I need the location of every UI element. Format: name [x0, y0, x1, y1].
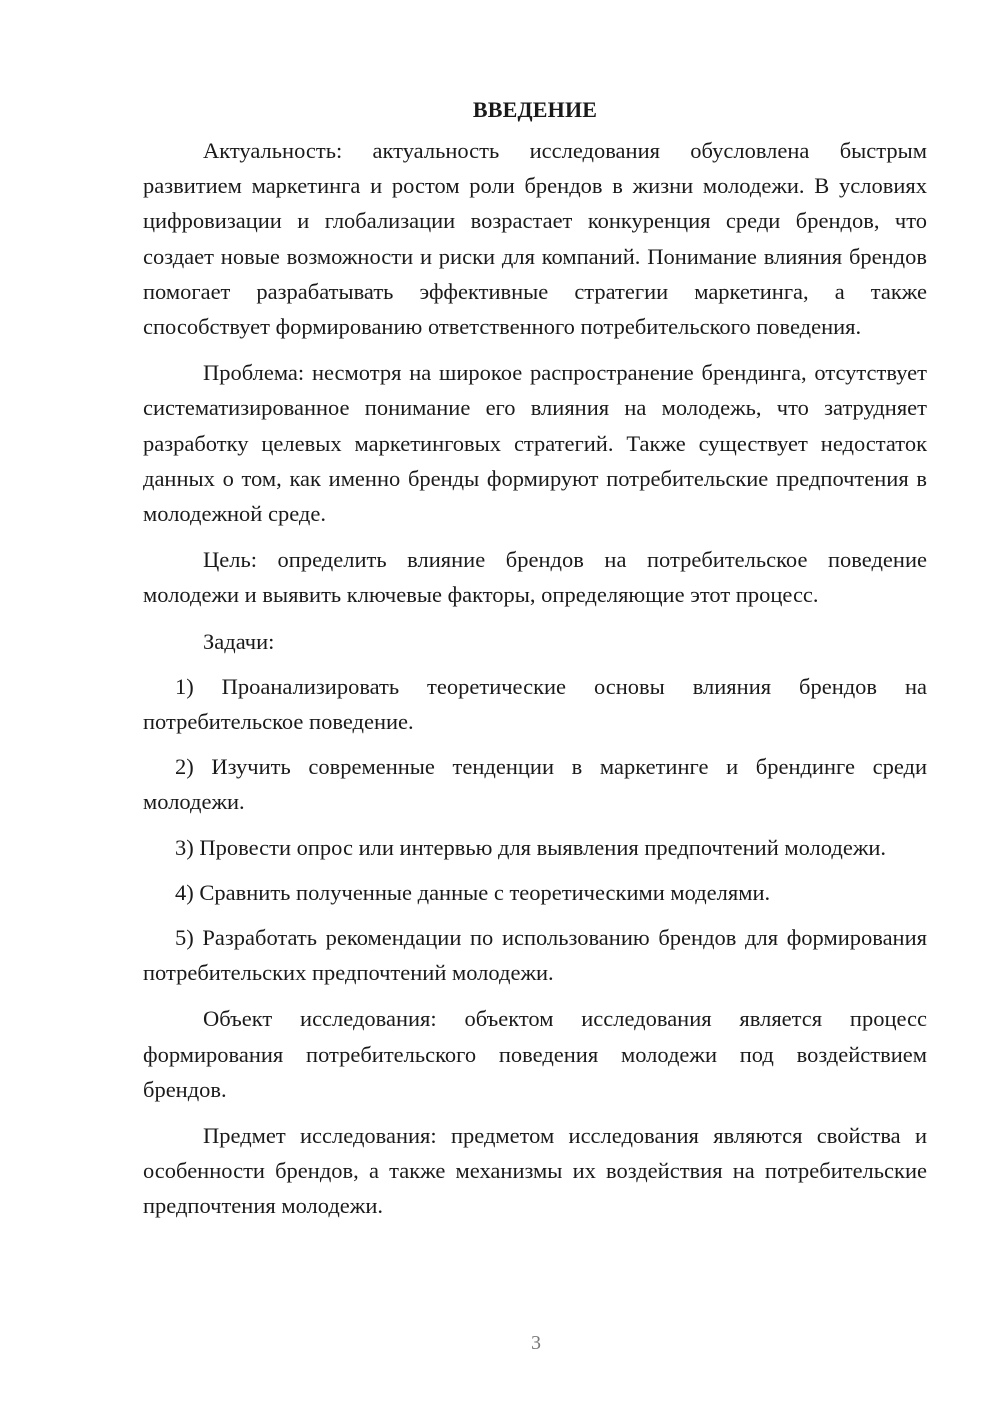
paragraph-problem: Проблема: несмотря на широкое распространение брендинга, отсутствует систематизированное понимание его влияния на молодежь, что затрудняет разработку целевых маркетинговых стратегий. Также существует недостаток данных о том, как именно бренды формируют потребительские предпочтения в молодежной среде.	[143, 360, 927, 527]
task-item-3: 3) Провести опрос или интервью для выявления предпочтений молодежи.	[175, 834, 887, 860]
task-item-2: 2) Изучить современные тенденции в маркетинге и брендинге среди молодежи.	[143, 754, 927, 815]
task-item-1: 1) Проанализировать теоретические основы влияния брендов на потребительское поведение.	[143, 673, 927, 735]
section-heading: ВВЕДЕНИЕ	[472, 97, 598, 122]
document-page	[143, 92, 927, 1224]
paragraph-subject: Предмет исследования: предметом исследования являются свойства и особенности брендов, а также механизмы их воздействия на потребительские предпочтения молодежи.	[143, 1123, 927, 1219]
tasks-label: Задачи:	[203, 628, 275, 654]
paragraph-relevance: Актуальность: актуальность исследования обусловлена быстрым развитием маркетинга и ростом роли брендов в жизни молодежи. В условиях цифровизации и глобализации возрастает конкуренция среди брендов, что создает новые возможности и риски для компаний. Понимание влияния брендов помогает разрабатывать эффективные стратегии маркетинга, а также способствует формированию ответственного потребительского поведения.	[143, 138, 927, 340]
task-item-4: 4) Сравнить полученные данные с теоретическими моделями.	[175, 879, 771, 905]
page-number: 3	[531, 1332, 541, 1354]
paragraph-object: Объект исследования: объектом исследования является процесс формирования потребительского поведения молодежи под воздействием брендов.	[143, 1006, 927, 1102]
paragraph-goal: Цель: определить влияние брендов на потребительское поведение молодежи и выявить ключевые факторы, определяющие этот процесс.	[143, 547, 927, 608]
task-item-5: 5) Разработать рекомендации по использованию брендов для формирования потребительских предпочтений молодежи.	[143, 925, 927, 986]
